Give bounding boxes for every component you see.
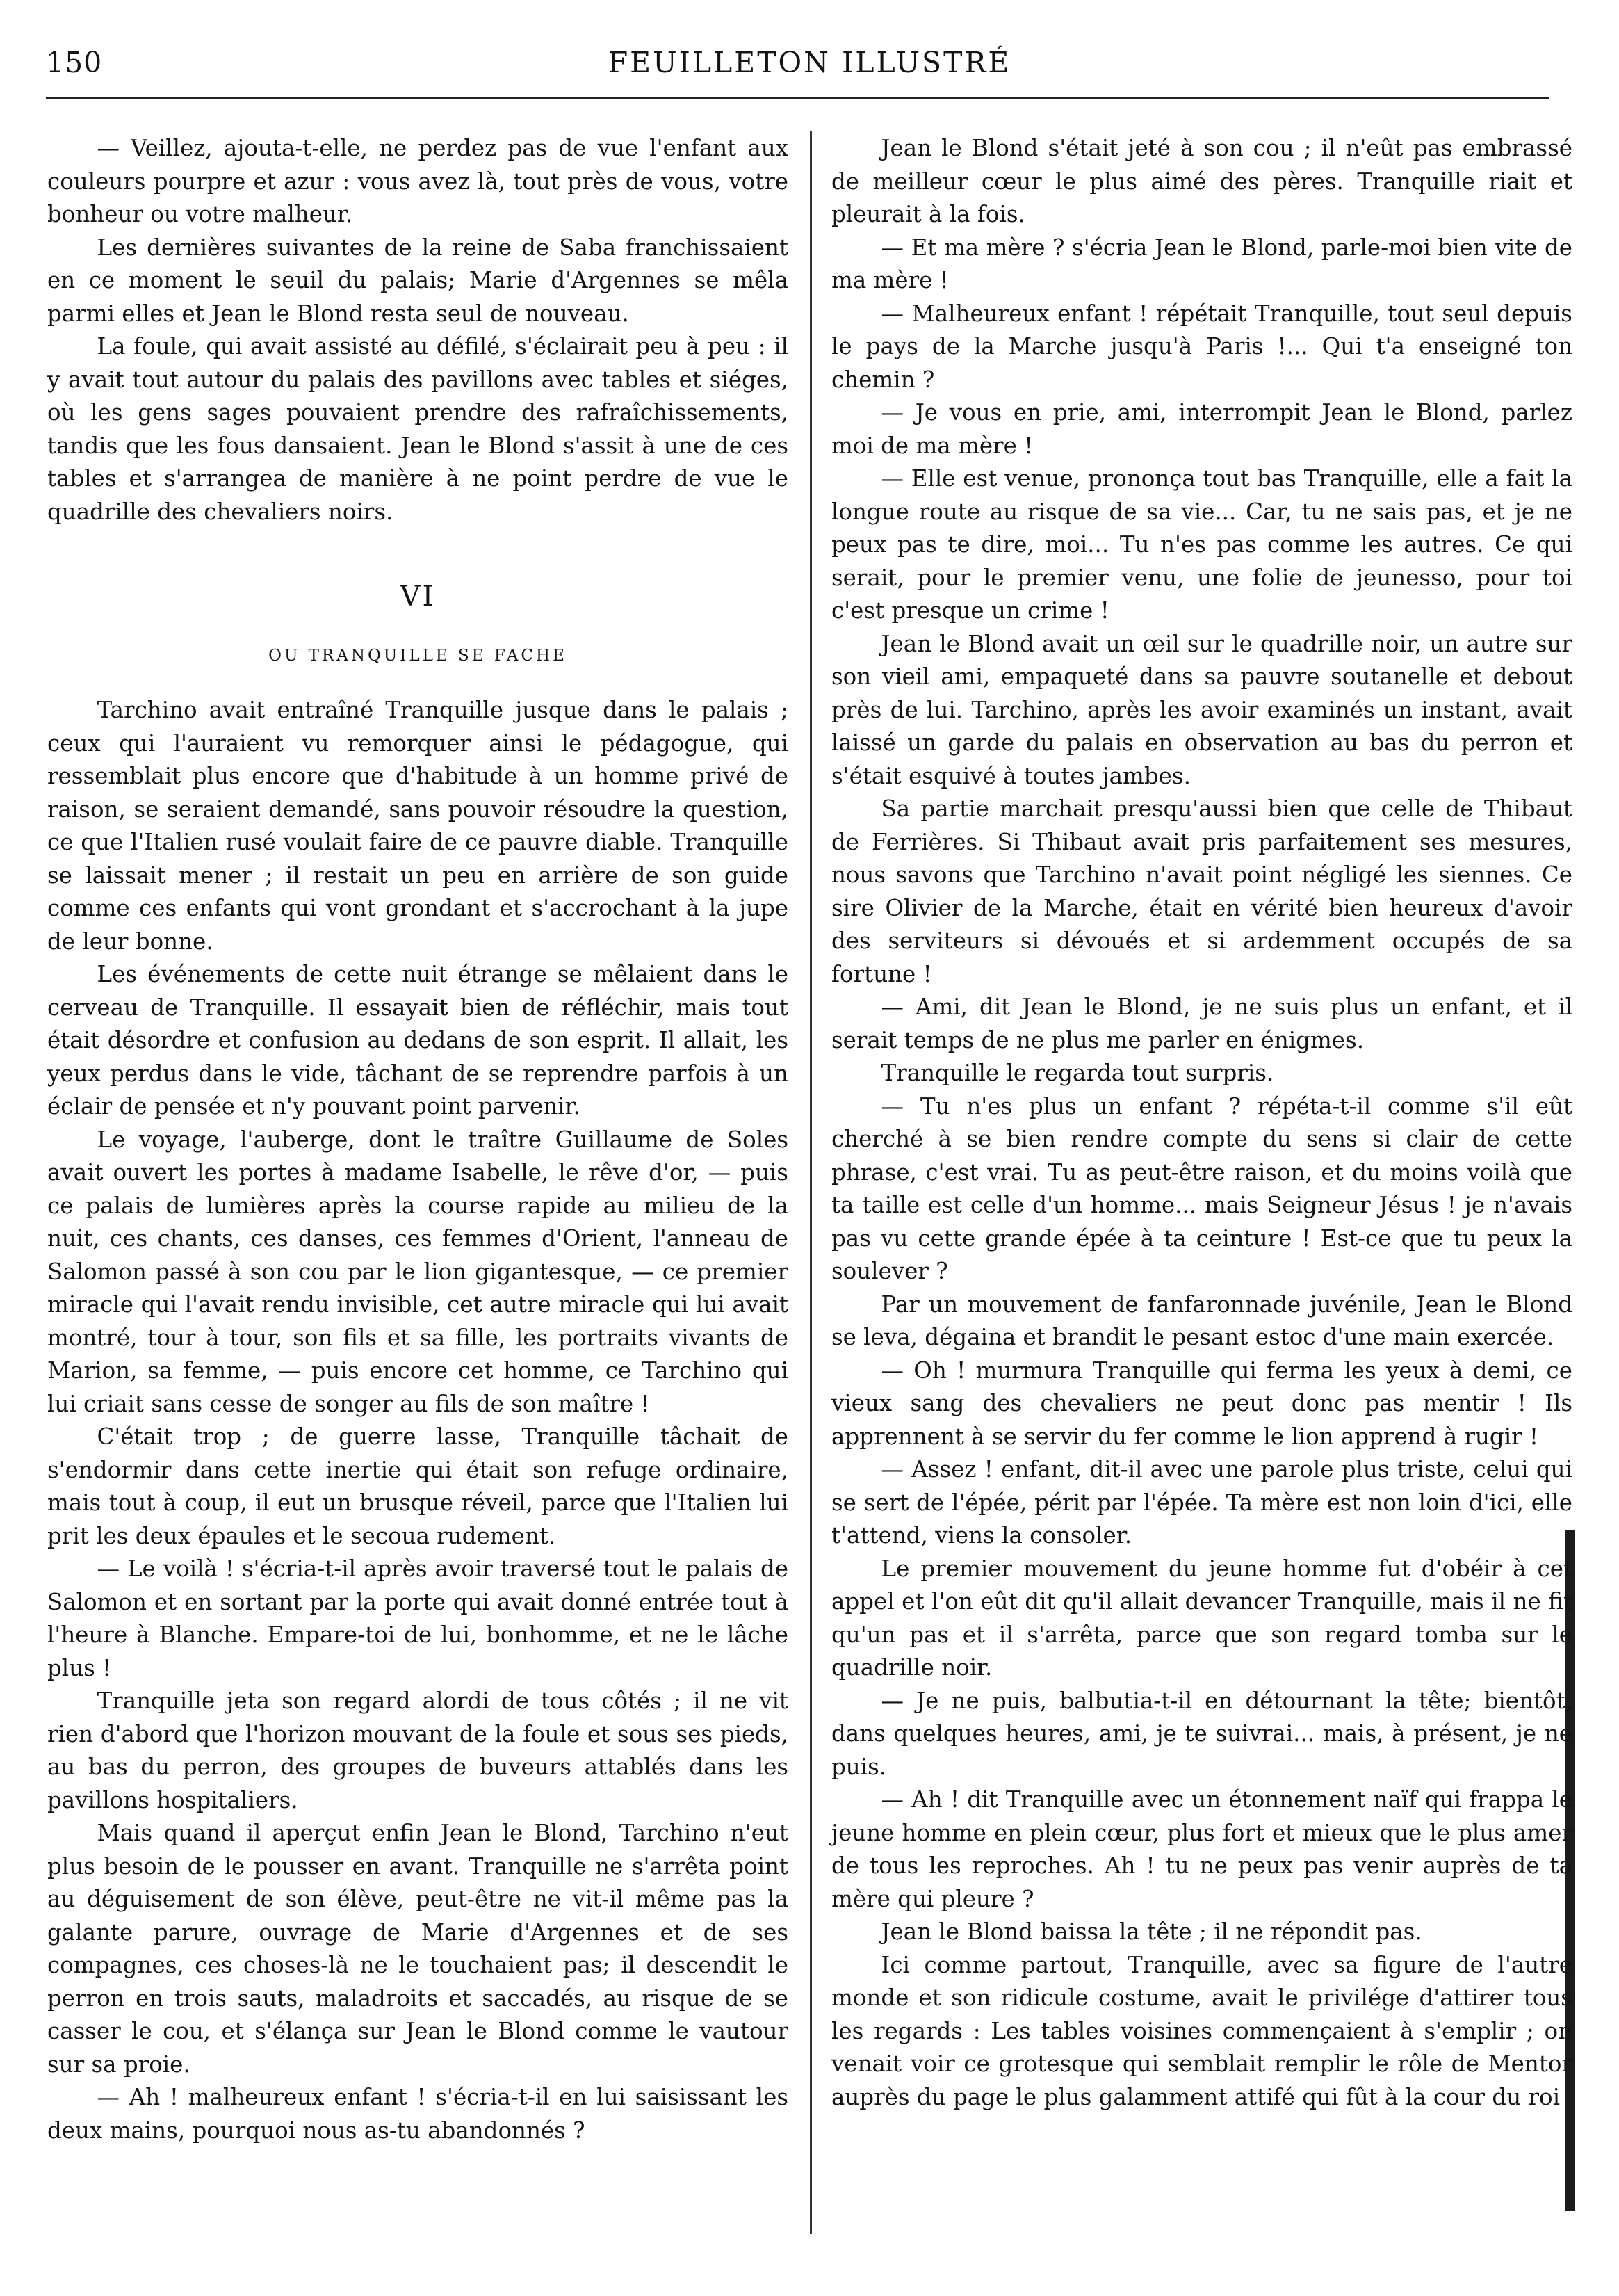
paragraph: — Ami, dit Jean le Blond, je ne suis plus un enfant, et il serait temps de ne plus me parler en énigmes. — [831, 994, 1572, 1053]
page-number: 150 — [46, 46, 103, 79]
paragraph: Jean le Blond s'était jeté à son cou ; il n'eût pas embrassé de meilleur cœur le plus aimé des pères. Tranquille riait et pleurait à la fois. — [831, 135, 1572, 227]
paragraph: Jean le Blond baissa la tête ; il ne répondit pas. — [881, 1918, 1422, 1945]
paragraph: Les événements de cette nuit étrange se mêlaient dans le cerveau de Tranquille. Il essayait bien de réfléchir, mais tout était désordre et confusion au dedans de son esprit. Il allait, les yeux perdus dans le vide, tâchant de se reprendre parfois à un éclair de pensée et n'y pouvant point parvenir. — [47, 961, 788, 1119]
chapter-title: OU TRANQUILLE SE FACHE — [268, 647, 567, 665]
paragraph: C'était trop ; de guerre lasse, Tranquille tâchait de s'endormir dans cette inertie qui était son refuge ordinaire, mais tout à coup, il eut un brusque réveil, parce que l'Italien lui prit les deux épaules et le secoua rudement. — [47, 1423, 788, 1549]
paragraph: Par un mouvement de fanfaronnade juvénile, Jean le Blond se leva, dégaina et brandit le pesant estoc d'une main exercée. — [831, 1291, 1572, 1350]
paragraph: Mais quand il aperçut enfin Jean le Blond, Tarchino n'eut plus besoin de le pousser en avant. Tranquille ne s'arrêta point au déguisement de son élève, peut-être ne vit-il même pas la galante parure, ouvrage de Marie d'Argennes et de ses compagnes, ces choses-là ne le touchaient pas; il descendit le perron en trois sauts, maladroits et saccadés, au risque de se casser le cou, et s'élança sur Jean le Blond comme le vautour sur sa proie. — [47, 1820, 788, 2078]
paragraph: — Veillez, ajouta-t-elle, ne perdez pas de vue l'enfant aux couleurs pourpre et azur : vous avez là, tout près de vous, votre bonheur ou votre malheur. — [47, 135, 788, 227]
paragraph: Jean le Blond avait un œil sur le quadrille noir, un autre sur son vieil ami, empaqueté dans sa pauvre soutanelle et debout près de lui. Tarchino, après les avoir examinés un instant, avait laissé un garde du palais en observation au bas du perron et s'était esquivé à toutes jambes. — [831, 630, 1572, 789]
paragraph: — Le voilà ! s'écria-t-il après avoir traversé tout le palais de Salomon et en sortant par la porte qui avait donné entrée tout à l'heure à Blanche. Empare-toi de lui, bonhomme, et ne le lâche plus ! — [47, 1555, 788, 1681]
paragraph: Tranquille le regarda tout surpris. — [881, 1060, 1274, 1086]
paragraph: — Je vous en prie, ami, interrompit Jean le Blond, parlez moi de ma mère ! — [831, 399, 1572, 459]
paragraph: — Elle est venue, prononça tout bas Tranquille, elle a fait la longue route au risque de sa vie... Car, tu ne sais pas, et je ne peux pas te dire, moi... Tu n'es pas comme les autres. Ce qui serait, pour le premier venu, une folie de jeunesso, pour toi c'est presque un crime ! — [831, 465, 1572, 624]
column-divider — [810, 131, 812, 2234]
right-column — [831, 132, 1572, 2114]
paragraph: — Malheureux enfant ! répétait Tranquille, tout seul depuis le pays de la Marche jusqu'à Paris !... Qui t'a enseigné ton chemin ? — [831, 300, 1572, 393]
paragraph: — Tu n'es plus un enfant ? répéta-t-il comme s'il eût cherché à se bien rendre compte du sens si clair de cette phrase, c'est vrai. Tu as peut-être raison, et du moins voilà que ta taille est celle d'un homme... mais Seigneur Jésus ! je n'avais pas vu cette grande épée à ta ceinture ! Est-ce que tu peux la soulever ? — [831, 1092, 1572, 1284]
header-rule — [46, 97, 1549, 99]
paragraph: Tranquille jeta son regard alordi de tous côtés ; il ne vit rien d'abord que l'horizon mouvant de la foule et sous ses pieds, au bas du perron, des groupes de buveurs attablés dans les pavillons hospitaliers. — [47, 1688, 788, 1813]
paragraph: Ici comme partout, Tranquille, avec sa figure de l'autre monde et son ridicule costume, avait le privilége d'attirer tous les regards : Les tables voisines commençaient à s'emplir ; on venait voir ce grotesque qui semblait remplir le rôle de Mentor auprès du page le plus galamment attifé qui fût à la cour du roi — [831, 1951, 1572, 2110]
paragraph: — Je ne puis, balbutia-t-il en détournant la tête; bientôt, dans quelques heures, ami, je te suivrai... mais, à présent, je ne puis. — [831, 1687, 1572, 1780]
chapter-number: VI — [400, 581, 436, 613]
paragraph: — Assez ! enfant, dit-il avec une parole plus triste, celui qui se sert de l'épée, périt par l'épée. Ta mère est non loin d'ici, elle t'attend, viens la consoler. — [831, 1456, 1572, 1549]
paragraph: — Ah ! malheureux enfant ! s'écria-t-il en lui saisissant les deux mains, pourquoi nous as-tu abandonnés ? — [47, 2084, 788, 2144]
left-column — [47, 132, 788, 2147]
paragraph: Le premier mouvement du jeune homme fut d'obéir à cet appel et l'on eût dit qu'il allait devancer Tranquille, mais il ne fit qu'un pas et il s'arrêta, parce que son regard tomba sur le quadrille noir. — [831, 1555, 1572, 1681]
paragraph: Sa partie marchait presqu'aussi bien que celle de Thibaut de Ferrières. Si Thibaut avait pris parfaitement ses mesures, nous savons que Tarchino n'avait point négligé les siennes. Ce sire Olivier de la Marche, était en vérité bien heureux d'avoir des serviteurs si dévoués et si ardemment occupés de sa fortune ! — [831, 795, 1572, 987]
running-title: FEUILLETON ILLUSTRÉ — [608, 46, 1011, 79]
paragraph: Tarchino avait entraîné Tranquille jusque dans le palais ; ceux qui l'auraient vu remorquer ainsi le pédagogue, qui ressemblait plus encore que d'habitude à un homme privé de raison, se seraient demandé, sans pouvoir résoudre la question, ce que l'Italien rusé voulait faire de ce pauvre diable. Tranquille se laissait mener ; il restait un peu en arrière de son guide comme ces enfants qui vont grondant et s'accrochant à la jupe de leur bonne. — [47, 697, 788, 955]
paragraph: — Ah ! dit Tranquille avec un étonnement naïf qui frappa le jeune homme en plein cœur, plus fort et mieux que le plus amer de tous les reproches. Ah ! tu ne peux pas venir auprès de ta mère qui pleure ? — [831, 1786, 1572, 1912]
paragraph: Les dernières suivantes de la reine de Saba franchissaient en ce moment le seuil du palais; Marie d'Argennes se mêla parmi elles et Jean le Blond resta seul de nouveau. — [47, 234, 788, 327]
paragraph: — Et ma mère ? s'écria Jean le Blond, parle-moi bien vite de ma mère ! — [831, 234, 1572, 293]
paragraph: — Oh ! murmura Tranquille qui ferma les yeux à demi, ce vieux sang des chevaliers ne peut donc pas mentir ! Ils apprennent à se servir du fer comme le lion apprend à rugir ! — [831, 1357, 1572, 1450]
paragraph: La foule, qui avait assisté au défilé, s'éclairait peu à peu : il y avait tout autour du palais des pavillons avec tables et siéges, où les gens sages pouvaient prendre des rafraîchissements, tandis que les fous dansaient. Jean le Blond s'assit à une de ces tables et s'arrangea de manière à ne point perdre de vue le quadrille des chevaliers noirs. — [47, 333, 788, 525]
paragraph: Le voyage, l'auberge, dont le traître Guillaume de Soles avait ouvert les portes à madame Isabelle, le rêve d'or, — puis ce palais de lumières après la course rapide au milieu de la nuit, ces chants, ces danses, ces femmes d'Orient, l'anneau de Salomon passé à son cou par le lion gigantesque, — ce premier miracle qui l'avait rendu invisible, cet autre miracle qui lui avait montré, tour à tour, son fils et sa fille, les portraits vivants de Marion, sa femme, — puis encore cet homme, ce Tarchino qui lui criait sans cesse de songer au fils de son maître ! — [47, 1126, 788, 1417]
